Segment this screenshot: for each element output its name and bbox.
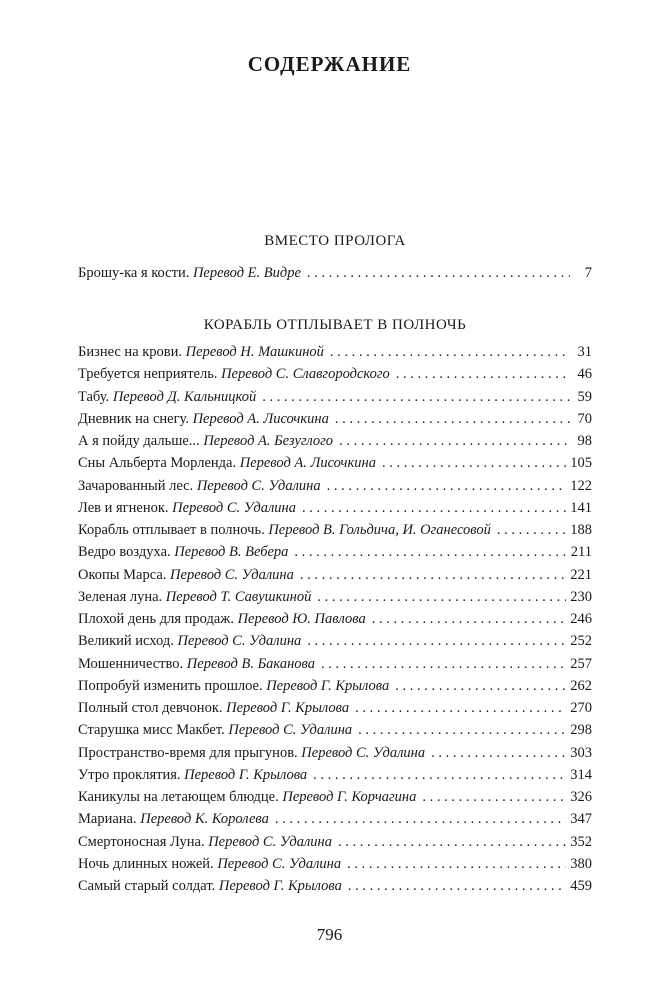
toc-entry-title: Ночь длинных ножей. [78,855,214,872]
toc-entry-text [78,389,256,406]
toc-entry-page: 31 [577,344,592,360]
dot-leader [431,745,566,762]
toc-entry [78,745,592,767]
toc-entry-text [78,433,333,450]
dot-leader [395,678,566,695]
toc-entry-text [78,745,425,762]
toc-entry [78,656,592,678]
dot-leader [347,856,566,873]
toc-entry-title: Окопы Марса. [78,566,167,583]
toc-entry [78,678,592,700]
page-number: 796 [316,925,343,944]
toc-entry [78,789,592,811]
toc-entry [78,366,592,388]
toc-entry-text [78,678,389,695]
toc-entry-text [78,265,301,282]
toc-entry-page: 380 [570,855,592,872]
dot-leader [330,344,570,361]
toc-entry-text [78,611,366,628]
toc-entry-text [78,834,332,851]
toc-entry-page: 352 [570,833,592,850]
toc-entry [78,722,592,744]
toc-entry [78,455,592,477]
toc-entry-page: 59 [577,388,592,405]
toc-entry-title: Брошу-ка я кости. [78,265,190,281]
dot-leader [358,722,566,739]
dot-leader [275,811,566,828]
toc-entry-text [78,878,342,895]
toc-entry-text [78,567,294,584]
toc-entry-page: 270 [570,700,592,716]
toc-entry-title: Каникулы на летающем блюдце. [78,789,279,805]
toc-entry-translator: Перевод Г. Крылова [218,878,342,894]
toc-entry-page: 252 [570,633,592,650]
toc-entry-page: 211 [570,544,592,561]
toc-entry-text [78,544,288,561]
dot-leader [497,522,566,539]
toc-entry [78,856,592,878]
toc-entry-translator: Перевод С. Удалина [170,566,294,583]
toc-entry-text [78,344,324,361]
toc-entry-page: 257 [570,655,592,672]
toc-entry-title: Смертоносная Луна. [78,833,205,850]
toc-entry-page: 459 [570,878,592,894]
dot-leader [339,433,570,450]
toc-entry-text [78,811,269,828]
toc-entry-text [78,700,349,717]
toc-entry-title: Корабль отплывает в полночь. [78,522,265,538]
toc-entry-translator: Перевод А. Лисочкина [192,410,329,427]
toc-entry-text [78,767,307,784]
toc-entry [78,265,592,287]
toc-entry-title: Зеленая луна. [78,588,163,605]
toc-entry-page: 246 [570,611,592,627]
toc-entry-translator: Перевод Т. Савушкиной [165,588,312,605]
dot-leader [396,366,570,383]
toc-entry-text [78,366,390,383]
toc-entry-page: 70 [577,410,592,427]
dot-leader [307,265,570,282]
toc-entry-translator: Перевод С. Удалина [217,855,342,872]
toc-entry-text [78,522,491,539]
toc-entry-title: Попробуй изменить прошлое. [78,677,263,694]
toc-entry-page: 98 [577,433,592,449]
toc-entry-translator: Перевод Ю. Павлова [237,611,366,627]
toc-list-prologue [78,265,592,287]
dot-leader [422,789,566,806]
toc-entry [78,834,592,856]
toc-entry-translator: Перевод В. Гольдича, И. Оганесовой [268,522,491,538]
toc-entry-page: 303 [570,744,592,761]
toc-entry [78,811,592,833]
toc-entry-translator: Перевод С. Удалина [172,499,296,516]
toc-list-main [78,344,592,900]
toc-entry-translator: Перевод В. Вебера [174,544,289,561]
toc-entry [78,700,592,722]
toc-entry [78,589,592,611]
dot-leader [307,633,566,650]
toc-entry-translator: Перевод Г. Крылова [266,677,390,694]
toc-entry [78,567,592,589]
toc-entry-translator: Перевод Д. Кальницкой [112,388,257,405]
toc-entry-translator: Перевод Е. Видре [192,265,301,281]
toc-entry-page: 122 [570,477,592,494]
toc-entry-title: Великий исход. [78,633,174,650]
toc-entry [78,433,592,455]
dot-leader [338,834,566,851]
toc-entry-translator: Перевод С. Удалина [196,477,321,494]
toc-entry-page: 46 [577,366,592,383]
toc-entry-page: 141 [570,499,592,516]
toc-entry-translator: Перевод С. Удалина [177,633,302,650]
toc-entry-translator: Перевод С. Удалина [208,833,333,850]
dot-leader [335,411,570,428]
toc-entry-page: 105 [570,455,592,472]
toc-entry-text [78,789,416,806]
toc-entry [78,767,592,789]
dot-leader [294,544,566,561]
toc-entry-text [78,656,315,673]
toc-entry-title: Дневник на снегу. [78,410,189,427]
toc-entry-page: 7 [584,265,592,281]
toc-entry [78,611,592,633]
dot-leader [313,767,566,784]
toc-entry-text [78,856,341,873]
toc-entry-translator: Перевод Г. Крылова [184,766,308,783]
toc-entry-page: 188 [570,522,592,538]
toc-entry-title: Табу. [78,388,110,405]
dot-leader [348,878,566,895]
toc-entry-page: 230 [570,588,592,605]
toc-entry-title: А я пойду дальше... [78,433,200,449]
toc-entry [78,500,592,522]
toc-entry-translator: Перевод А. Безуглого [203,433,334,449]
toc-entry [78,544,592,566]
dot-leader [262,389,570,406]
toc-entry-translator: Перевод А. Лисочкина [239,455,376,472]
toc-entry-title: Мошенничество. [78,655,184,672]
toc-entry [78,633,592,655]
toc-entry-page: 298 [570,722,592,739]
toc-entry [78,411,592,433]
dot-leader [372,611,567,628]
toc-entry [78,344,592,366]
toc-entry-title: Лев и ягненок. [78,499,169,516]
toc-entry-translator: Перевод В. Баканова [186,655,315,672]
toc-entry-title: Полный стол девчонок. [78,700,223,716]
toc-entry-translator: Перевод Н. Машкиной [185,344,324,360]
toc-entry-page: 326 [570,789,592,805]
toc-entry-page: 347 [570,811,592,828]
toc-entry-page: 314 [570,766,592,783]
toc-entry-translator: Перевод Г. Корчагина [282,789,417,805]
dot-leader [382,455,566,472]
toc-entry [78,878,592,900]
toc-entry-text [78,411,329,428]
dot-leader [302,500,566,517]
toc-entry-text [78,589,311,606]
toc-entry-translator: Перевод С. Удалина [228,722,353,739]
toc-entry-title: Самый старый солдат. [78,878,216,894]
toc-entry-text [78,478,321,495]
toc-entry-translator: Перевод Г. Крылова [226,700,350,716]
toc-entry-title: Плохой день для продаж. [78,611,234,627]
toc-entry-title: Сны Альберта Морленда. [78,455,237,472]
toc-entry [78,522,592,544]
toc-entry-page: 221 [570,566,592,583]
toc-entry-page: 262 [570,677,592,694]
toc-entry-translator: Перевод К. Королева [140,811,269,828]
toc-entry [78,478,592,500]
section-heading-main: КОРАБЛЬ ОТПЛЫВАЕТ В ПОЛНОЧЬ [203,317,467,333]
toc-entry-title: Требуется неприятель. [78,366,218,383]
toc-entry [78,389,592,411]
dot-leader [317,589,566,606]
toc-entry-title: Утро проклятия. [78,766,181,783]
toc-entry-title: Бизнес на крови. [78,344,183,360]
toc-entry-text [78,722,352,739]
section-heading-prologue: ВМЕСТО ПРОЛОГА [264,233,406,249]
dot-leader [300,567,566,584]
toc-entry-title: Мариана. [78,811,137,828]
toc-entry-title: Зачарованный лес. [78,477,194,494]
dot-leader [327,478,567,495]
toc-entry-title: Старушка мисс Макбет. [78,722,225,739]
toc-entry-title: Пространство-время для прыгунов. [78,744,298,761]
toc-entry-text [78,633,301,650]
dot-leader [355,700,566,717]
toc-entry-text [78,455,376,472]
dot-leader [321,656,566,673]
toc-entry-text [78,500,296,517]
toc-entry-translator: Перевод С. Славгородского [221,366,390,383]
page-title: СОДЕРЖАНИЕ [247,52,412,76]
toc-entry-title: Ведро воздуха. [78,544,171,561]
toc-entry-translator: Перевод С. Удалина [301,744,426,761]
